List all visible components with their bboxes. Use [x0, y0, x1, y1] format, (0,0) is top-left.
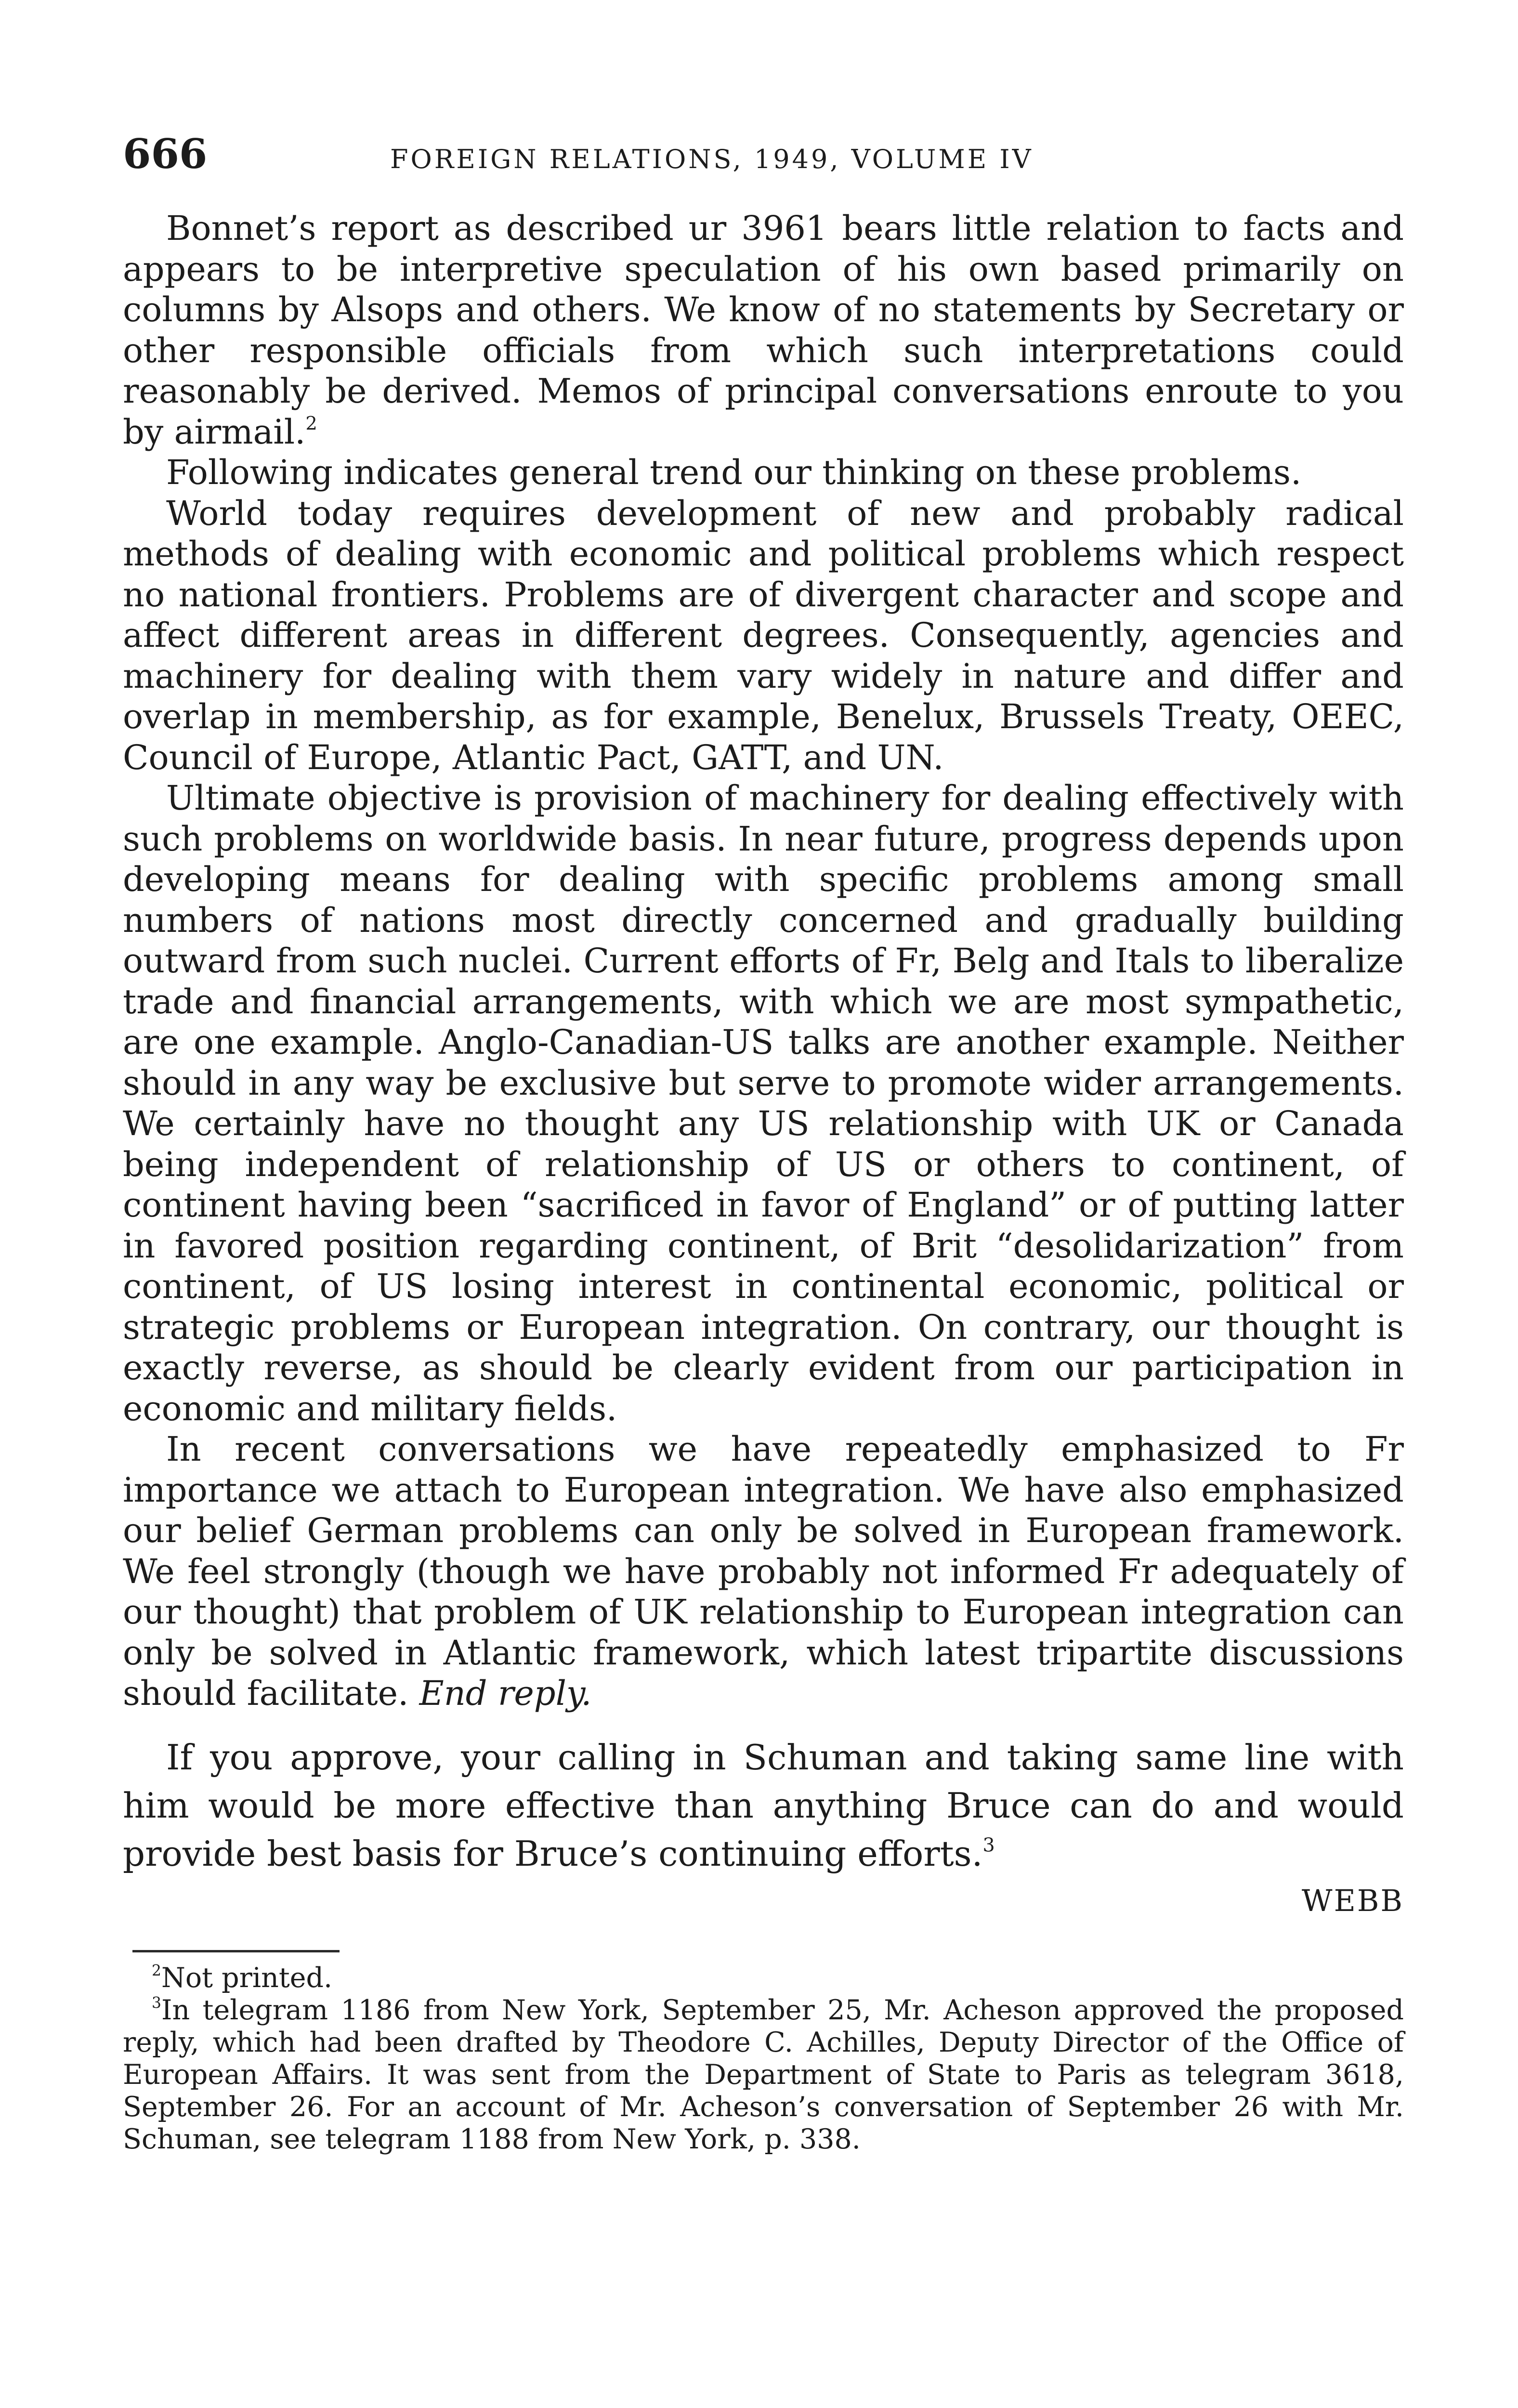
running-head: FOREIGN RELATIONS, 1949, VOLUME IV [390, 144, 1034, 174]
signature: WEBB [1301, 1883, 1404, 1918]
footnote: $^2$Not printed. [152, 1962, 333, 1994]
telegram-text [123, 208, 1404, 1714]
paragraph-bonnet-report: Bonnet’s report as described ur 3961 bears little relation to facts and appears to be interpretive speculation of his own based primarily on columns by Alsops and others. We know of no statements by Secretary or other responsible officials from which such interpretations could reasonably be derived. Memos of principal conversations enroute to you by airmail.$^2$ [123, 209, 1404, 452]
end-reply: End reply. [419, 1674, 592, 1713]
paragraph-world-today: World today requires development of new and probably radical methods of dealing with economic and political problems which respect no national frontiers. Problems are of divergent character and scope and affect different areas in different degrees. Consequently, agencies and machinery for dealing with them vary widely in nature and differ and overlap in membership, as for example, Benelux, Brussels Treaty, OEEC, Council of Europe, Atlantic Pact, GATT, and UN. [123, 493, 1404, 777]
paragraph-trend: Following indicates general trend our thinking on these problems. [166, 453, 1302, 492]
footnote-marker: 2 [152, 1962, 161, 1979]
paragraph-closing: If you approve, your calling in Schuman and taking same line with him would be more effective than anything Bruce can do and would provide best basis for Bruce’s continuing efforts.$^3$ [123, 1737, 1404, 1874]
footnote-ref: 2 [305, 412, 317, 434]
document-page [123, 130, 1404, 2156]
paragraph-recent-conversations: In recent conversations we have repeatedly emphasized to Fr importance we attach to European integration. We have also emphasized our belief German problems can only be solved in European framework. We feel strongly (though we have probably not informed Fr adequately of our thought) that problem of UK relationship to European integration can only be solved in Atlantic framework, which latest tripartite discussions should facilitate. End reply. [123, 1429, 1404, 1713]
footnote-ref: 3 [982, 1833, 995, 1856]
footnote: $^3$In telegram 1186 from New York, September 25, Mr. Acheson approved the proposed reply, which had been drafted by Theodore C. Achilles, Deputy Director of the Office of European Affairs. It was sent from the Department of State to Paris as telegram 3618, September 26. For an account of Mr. Acheson’s conversation of September 26 with Mr. Schuman, see telegram 1188 from New York, p. 338. [123, 1994, 1404, 2155]
paragraph-ultimate-objective: Ultimate objective is provision of machinery for dealing effectively with such problems on worldwide basis. In near future, progress depends upon developing means for dealing with specific problems among small numbers of nations most directly concerned and gradually building outward from such nuclei. Current efforts of Fr, Belg and Itals to liberalize trade and financial arrangements, with which we are most sympathetic, are one example. Anglo-Canadian-US talks are another example. Neither should in any way be exclusive but serve to promote wider arrangements. We certainly have no thought any US relationship with UK or Canada being independent of relationship of US or others to continent, of continent having been “sacrificed in favor of England” or of putting latter in favored position regarding continent, of Brit “desolidarization” from continent, of US losing interest in continental economic, political or strategic problems or European integration. On contrary, our thought is exactly reverse, as should be clearly evident from our participation in economic and military fields. [123, 778, 1404, 1428]
closing-text [123, 1733, 1404, 1878]
footnote-divider [132, 1950, 340, 1952]
footnotes [123, 1962, 1404, 2156]
page-number: 666 [123, 130, 208, 178]
footnote-marker: 3 [152, 1994, 161, 2012]
page-header [123, 130, 1404, 183]
